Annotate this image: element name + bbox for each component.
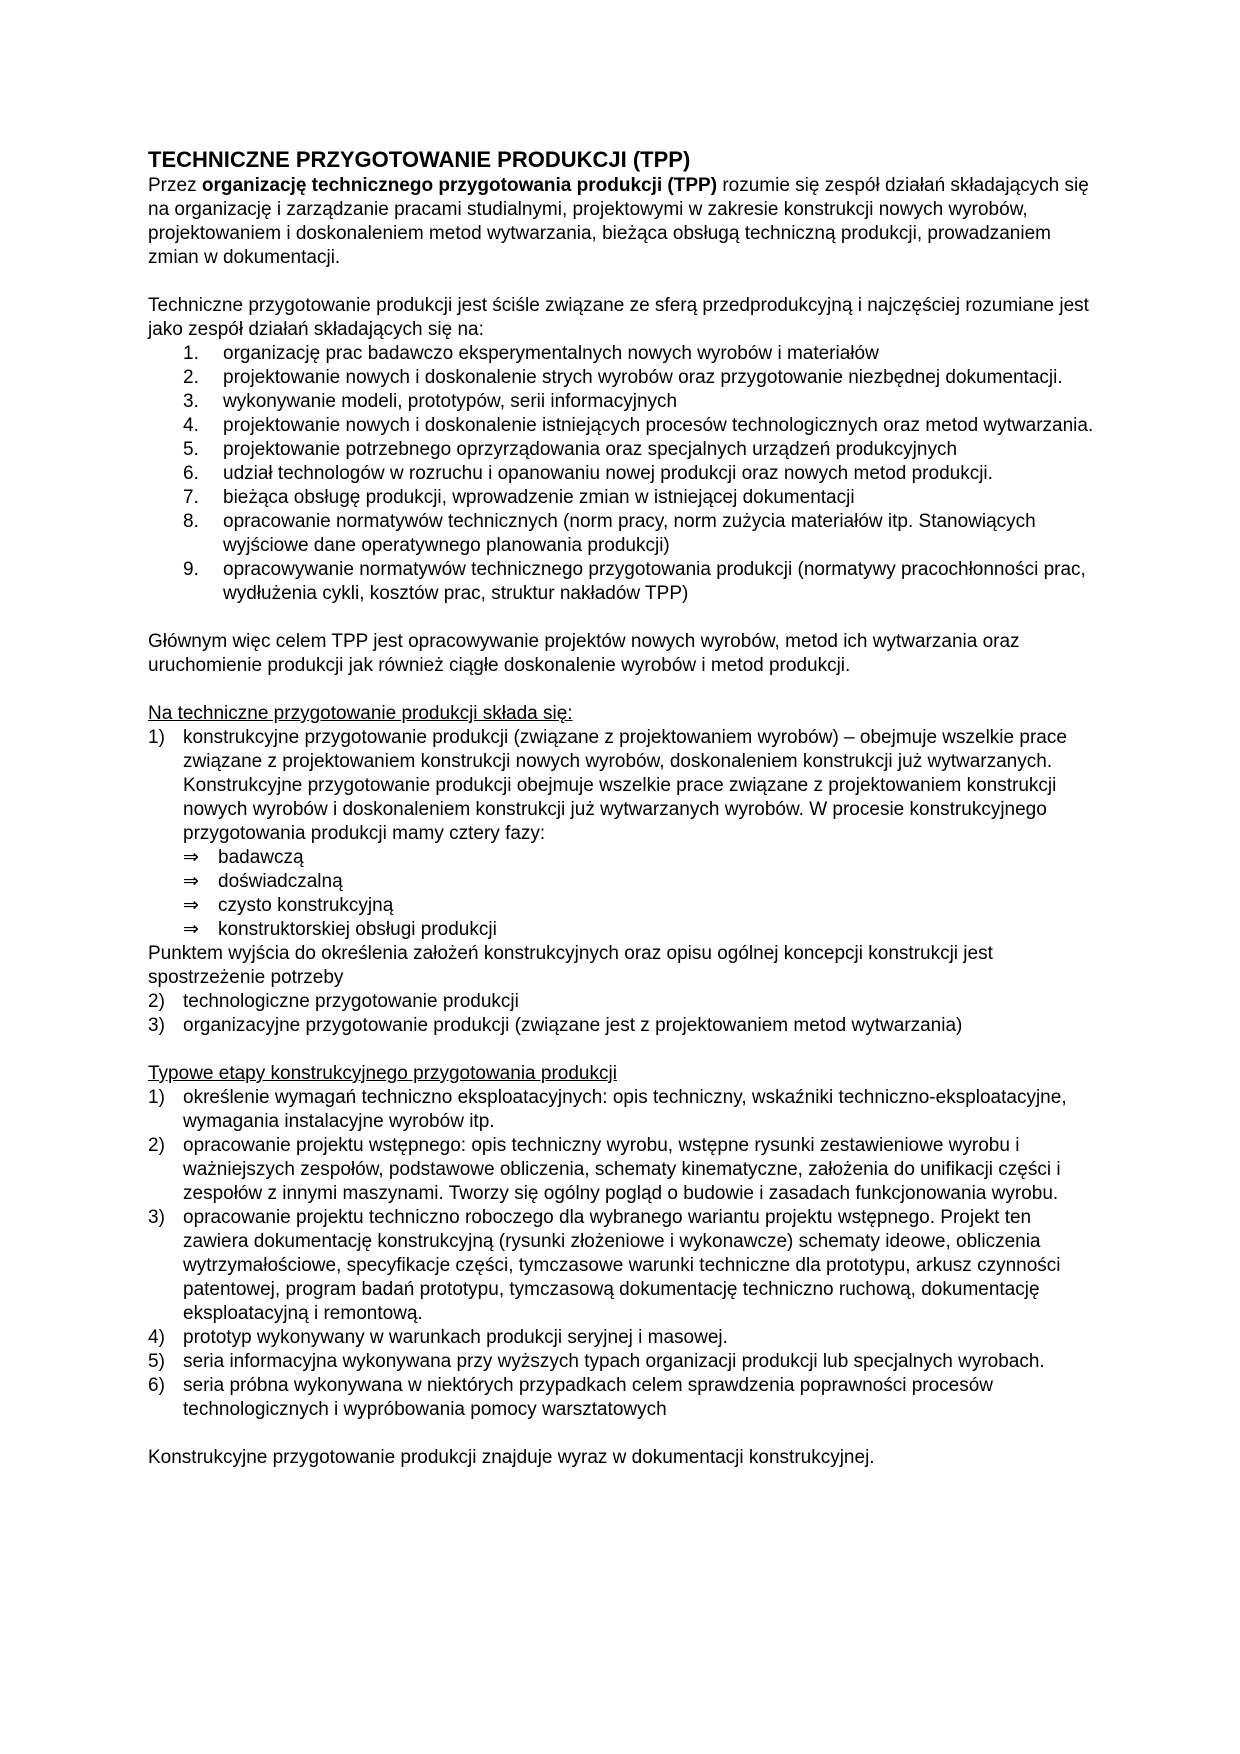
list-number: 8. xyxy=(183,511,199,532)
paragraph-4: Punktem wyjścia do określenia założeń konstrukcyjnych oraz opisu ogólnej koncepcji konstrukcji jest spostrzeżenie potrzeby xyxy=(148,943,993,988)
numbered-list-3 xyxy=(148,1086,1098,1422)
list-number: 9. xyxy=(183,559,199,580)
arrow-icon: ⇒ xyxy=(183,919,199,940)
list-number: 1) xyxy=(148,1087,165,1108)
list-item xyxy=(148,438,1098,462)
list-number: 2. xyxy=(183,367,199,388)
list-number: 3) xyxy=(148,1015,165,1036)
arrow-icon: ⇒ xyxy=(183,847,199,868)
list-number: 4) xyxy=(148,1327,165,1348)
list-item xyxy=(148,462,1098,486)
list-text: seria informacyjna wykonywana przy wyższych typach organizacji produkcji lub specjalnych wyrobach. xyxy=(183,1351,1045,1372)
list-item xyxy=(148,1350,1098,1374)
list-text-part-2: Konstrukcyjne przygotowanie produkcji obejmuje wszelkie prace związane z projektowaniem konstrukcji nowych wyrobów i doskonaleniem konstrukcji już wytwarzanych wyrobów. W procesie konstrukcyjnego przygotowania produkcji mamy cztery fazy: xyxy=(183,775,1057,844)
list-number: 7. xyxy=(183,487,199,508)
list-item xyxy=(148,1326,1098,1350)
phase-list xyxy=(148,846,1098,942)
numbered-list-1 xyxy=(148,342,1098,606)
list-text: prototyp wykonywany w warunkach produkcji seryjnej i masowej. xyxy=(183,1327,728,1348)
list-number: 5. xyxy=(183,439,199,460)
list-text: projektowanie nowych i doskonalenie strych wyrobów oraz przygotowanie niezbędnej dokumentacji. xyxy=(223,367,1063,388)
intro-text-1: Przez xyxy=(148,175,202,196)
list-text: bieżąca obsługę produkcji, wprowadzenie zmian w istniejącej dokumentacji xyxy=(223,487,855,508)
page-title: TECHNICZNE PRZYGOTOWANIE PRODUKCJI (TPP) xyxy=(148,147,691,172)
list-text: opracowanie normatywów technicznych (norm pracy, norm zużycia materiałów itp. Stanowiących wyjściowe dane operatywnego planowania produkcji) xyxy=(223,511,1036,556)
list-number: 5) xyxy=(148,1351,165,1372)
list-text: seria próbna wykonywana w niektórych przypadkach celem sprawdzenia poprawności procesów technologicznych i wypróbowania pomocy warsztatowych xyxy=(183,1375,994,1420)
list-item xyxy=(148,366,1098,390)
list-text: udział technologów w rozruchu i opanowaniu nowej produkcji oraz nowych metod produkcji. xyxy=(223,463,993,484)
list-number: 3. xyxy=(183,391,199,412)
list-text: organizację prac badawczo eksperymentalnych nowych wyrobów i materiałów xyxy=(223,343,879,364)
phase-text: doświadczalną xyxy=(218,871,343,892)
phase-text: konstruktorskiej obsługi produkcji xyxy=(218,919,497,940)
list-text: opracowanie projektu wstępnego: opis techniczny wyrobu, wstępne rysunki zestawieniowe wyrobu i ważniejszych zespołów, podstawowe obliczenia, schematy kinematyczne, założenia do unifikacji części i zespołów z innymi maszynami. Tworzy się ogólny pogląd o budowie i zasadach funkcjonowania wyrobu. xyxy=(183,1135,1061,1204)
section-heading-components: Na techniczne przygotowanie produkcji składa się: xyxy=(148,703,573,724)
phase-item xyxy=(183,870,1098,894)
list-number: 6. xyxy=(183,463,199,484)
list-text: wykonywanie modeli, prototypów, serii informacyjnych xyxy=(223,391,678,412)
section-heading-stages: Typowe etapy konstrukcyjnego przygotowania produkcji xyxy=(148,1063,617,1084)
list-text: organizacyjne przygotowanie produkcji (związane jest z projektowaniem metod wytwarzania) xyxy=(183,1015,963,1036)
list-text-part-1: konstrukcyjne przygotowanie produkcji (związane z projektowaniem wyrobów) – obejmuje wszelkie prace związane z projektowaniem konstrukcji nowych wyrobów, doskonaleniem konstrukcji już wytwarzanych. xyxy=(183,727,1067,772)
list-number: 3) xyxy=(148,1207,165,1228)
list-item xyxy=(148,486,1098,510)
list-item xyxy=(148,1206,1098,1326)
list-item xyxy=(148,1374,1098,1422)
list-text: projektowanie nowych i doskonalenie istniejących procesów technologicznych oraz metod wytwarzania. xyxy=(223,415,1094,436)
phase-text: czysto konstrukcyjną xyxy=(218,895,394,916)
intro-text-2: rozumie się zespół działań składających się na organizację i zarządzanie pracami studialnymi, projektowymi w zakresie konstrukcji nowych wyrobów, projektowaniem i doskonaleniem metod wytwarzania, bieżąca obsługą techniczną produkcji, prowadzaniem zmian w dokumentacji. xyxy=(148,175,1089,268)
list-item xyxy=(148,390,1098,414)
list-item xyxy=(148,1086,1098,1134)
list-number: 1) xyxy=(148,727,165,748)
list-item xyxy=(148,990,1098,1014)
list-number: 1. xyxy=(183,343,199,364)
phase-text: badawczą xyxy=(218,847,304,868)
list-text: określenie wymagań techniczno eksploatacyjnych: opis techniczny, wskaźniki techniczno-eksploatacyjne, wymagania instalacyjne wyrobów itp. xyxy=(183,1087,1067,1132)
document-body xyxy=(148,146,1098,1470)
paragraph-5: Konstrukcyjne przygotowanie produkcji znajduje wyraz w dokumentacji konstrukcyjnej. xyxy=(148,1447,875,1468)
list-number: 4. xyxy=(183,415,199,436)
arrow-icon: ⇒ xyxy=(183,871,199,892)
list-item xyxy=(148,1134,1098,1206)
intro-bold-term: organizację technicznego przygotowania produkcji (TPP) xyxy=(201,175,718,196)
list-item xyxy=(148,558,1098,606)
list-text: opracowywanie normatywów technicznego przygotowania produkcji (normatywy pracochłonności prac, wydłużenia cykli, kosztów prac, struktur nakładów TPP) xyxy=(223,559,1086,604)
list-item xyxy=(148,1014,1098,1038)
phase-item xyxy=(183,846,1098,870)
paragraph-3: Głównym więc celem TPP jest opracowywanie projektów nowych wyrobów, metod ich wytwarzania oraz uruchomienie produkcji jak również ciągłe doskonalenie wyrobów i metod produkcji. xyxy=(148,631,1020,676)
list-item xyxy=(148,414,1098,438)
list-item xyxy=(148,342,1098,366)
intro-paragraph xyxy=(148,174,1098,270)
phase-item xyxy=(183,894,1098,918)
list-item xyxy=(148,510,1098,558)
list-text: technologiczne przygotowanie produkcji xyxy=(183,991,519,1012)
list-number: 6) xyxy=(148,1375,165,1396)
list-number: 2) xyxy=(148,991,165,1012)
list-text xyxy=(183,726,1098,846)
arrow-icon: ⇒ xyxy=(183,895,199,916)
list-text: projektowanie potrzebnego oprzyrządowania oraz specjalnych urządzeń produkcyjnych xyxy=(223,439,958,460)
list-number: 2) xyxy=(148,1135,165,1156)
paragraph-2: Techniczne przygotowanie produkcji jest ściśle związane ze sferą przedprodukcyjną i najczęściej rozumiane jest jako zespół działań składających się na: xyxy=(148,295,1089,340)
phase-item xyxy=(183,918,1098,942)
list-text: opracowanie projektu techniczno roboczego dla wybranego wariantu projektu wstępnego. Projekt ten zawiera dokumentację konstrukcyjną (rysunki złożeniowe i wykonawcze) schematy ideowe, obliczenia wytrzymałościowe, specyfikacje części, tymczasowe warunki techniczne dla prototypu, arkusz czynności patentowej, program badań prototypu, tymczasową dokumentację techniczno ruchową, dokumentację eksploatacyjną i remontową. xyxy=(183,1207,1061,1324)
list-item xyxy=(148,726,1098,846)
